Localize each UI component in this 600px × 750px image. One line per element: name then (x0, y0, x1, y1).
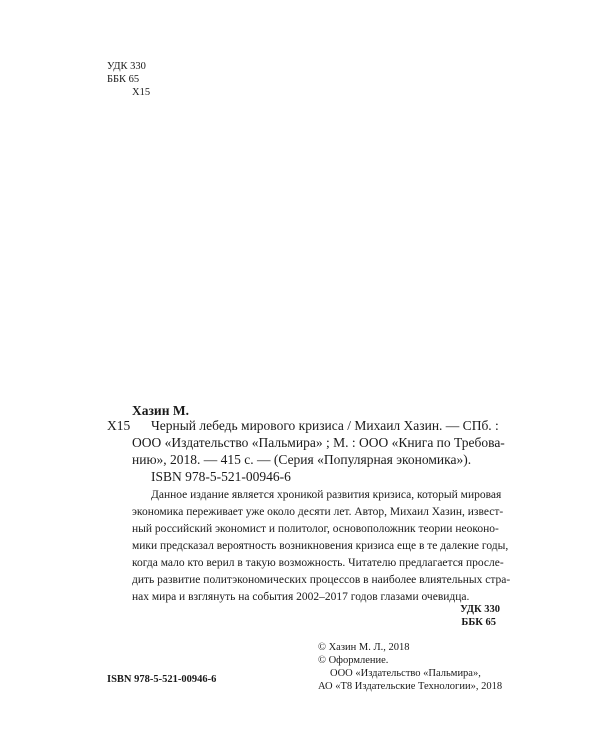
annotation-line-7: нах мира и взглянуть на события 2002–2017 годов глазами очевидца. (132, 591, 470, 603)
annotation-line-6: дить развитие политэкономических процессов в наиболее влиятельных стра- (132, 574, 511, 586)
annotation-line-5: когда мало кто верил в такую возможность. Читателю предлагается просле- (132, 557, 504, 569)
isbn-footer: ISBN 978-5-521-00946-6 (107, 674, 217, 685)
annotation-line-2: экономика переживает уже около десяти лет. Автор, Михаил Хазин, извест- (132, 506, 504, 518)
catalog-author: Хазин М. (132, 403, 189, 418)
copyright-line-3: ООО «Издательство «Пальмира», (330, 668, 481, 679)
annotation-line-3: ный российский экономист и политолог, основоположник теории неоконо- (132, 523, 499, 535)
bbk-code-top: ББК 65 (107, 74, 140, 85)
catalog-isbn: ISBN 978-5-521-00946-6 (151, 469, 291, 484)
udk-code-top: УДК 330 (107, 61, 146, 72)
copyright-line-1: © Хазин М. Л., 2018 (318, 642, 410, 653)
copyright-line-4: АО «Т8 Издательские Технологии», 2018 (318, 681, 503, 692)
author-mark-top: Х15 (132, 87, 151, 98)
catalog-line-3: нию», 2018. — 415 с. — (Серия «Популярная экономика»). (132, 452, 472, 467)
copyright-line-2: © Оформление. (318, 655, 389, 666)
udk-code-right: УДК 330 (460, 604, 500, 615)
bbk-code-right: ББК 65 (461, 617, 496, 628)
annotation-line-4: мики предсказал вероятность возникновения кризиса еще в те далекие годы, (132, 540, 509, 552)
catalog-line-1: Черный лебедь мирового кризиса / Михаил Хазин. — СПб. : (151, 418, 499, 433)
catalog-line-2: ООО «Издательство «Пальмира» ; М. : ООО «Книга по Требова- (132, 435, 505, 450)
catalog-author-mark: Х15 (107, 418, 131, 433)
annotation-line-1: Данное издание является хроникой развития кризиса, который мировая (151, 489, 502, 501)
